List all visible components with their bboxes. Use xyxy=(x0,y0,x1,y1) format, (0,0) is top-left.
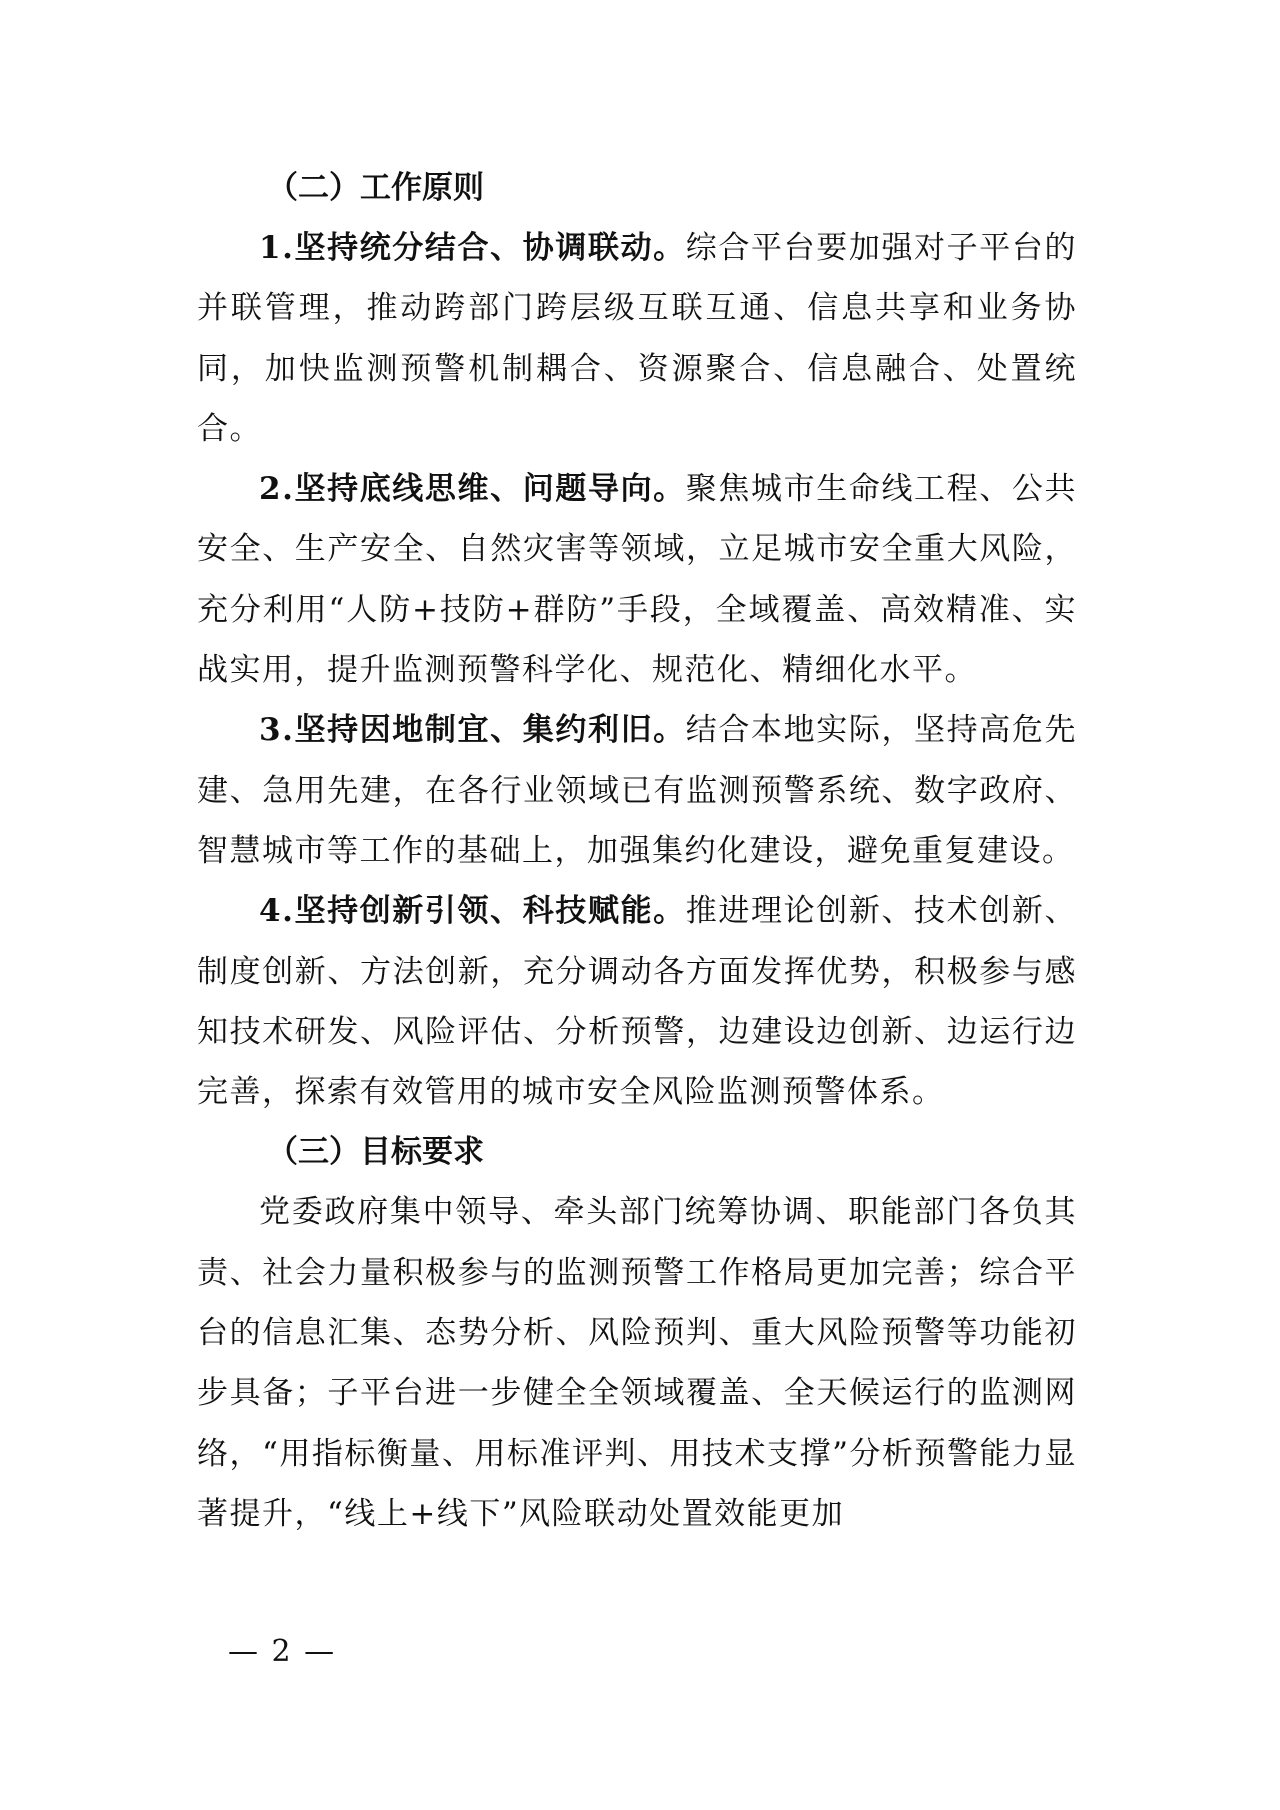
paragraph-text: 综合平台要加强对子平台的并联管理，推动跨部门跨层级互联互通、信息共享和业务协同，加快监测预警机制耦合、资源聚合、信息融合、处置统合。 xyxy=(197,230,1077,447)
paragraph-principle-4 xyxy=(197,881,1077,1122)
document-body xyxy=(197,158,1077,1544)
paragraph-text: 党委政府集中领导、牵头部门统筹协调、职能部门各负其责、社会力量积极参与的监测预警工作格局更加完善；综合平台的信息汇集、态势分析、风险预判、重大风险预警等功能初步具备；子平台进一步健全全领域覆盖、全天候运行的监测网络，“用指标衡量、用标准评判、用技术支撑”分析预警能力显著提升，“线上+线下”风险联动处置效能更加 xyxy=(197,1194,1077,1532)
paragraph-lead: 2.坚持底线思维、问题导向。 xyxy=(259,471,686,508)
paragraph-lead: 3.坚持因地制宜、集约利旧。 xyxy=(259,712,686,749)
paragraph-text: 结合本地实际，坚持高危先建、急用先建，在各行业领域已有监测预警系统、数字政府、智慧城市等工作的基础上，加强集约化建设，避免重复建设。 xyxy=(197,712,1077,869)
paragraph-goals xyxy=(197,1182,1077,1544)
paragraph-principle-1 xyxy=(197,218,1077,459)
paragraph-lead: 4.坚持创新引领、科技赋能。 xyxy=(259,893,686,930)
paragraph-text: 聚焦城市生命线工程、公共安全、生产安全、自然灾害等领域，立足城市安全重大风险，充分利用“人防+技防+群防”手段，全域覆盖、高效精准、实战实用，提升监测预警科学化、规范化、精细化水平。 xyxy=(197,471,1077,689)
paragraph-lead: 1.坚持统分结合、协调联动。 xyxy=(259,230,686,266)
paragraph-principle-3 xyxy=(197,700,1077,881)
paragraph-text: 推进理论创新、技术创新、制度创新、方法创新，充分调动各方面发挥优势，积极参与感知技术研发、风险评估、分析预警，边建设边创新、边运行边完善，探索有效管用的城市安全风险监测预警体系。 xyxy=(197,893,1077,1111)
page-number: — 2 — xyxy=(228,1634,337,1669)
section-heading-principles: （二）工作原则 xyxy=(267,170,484,206)
section-heading-goals: （三）目标要求 xyxy=(267,1134,484,1171)
paragraph-principle-2 xyxy=(197,459,1077,700)
